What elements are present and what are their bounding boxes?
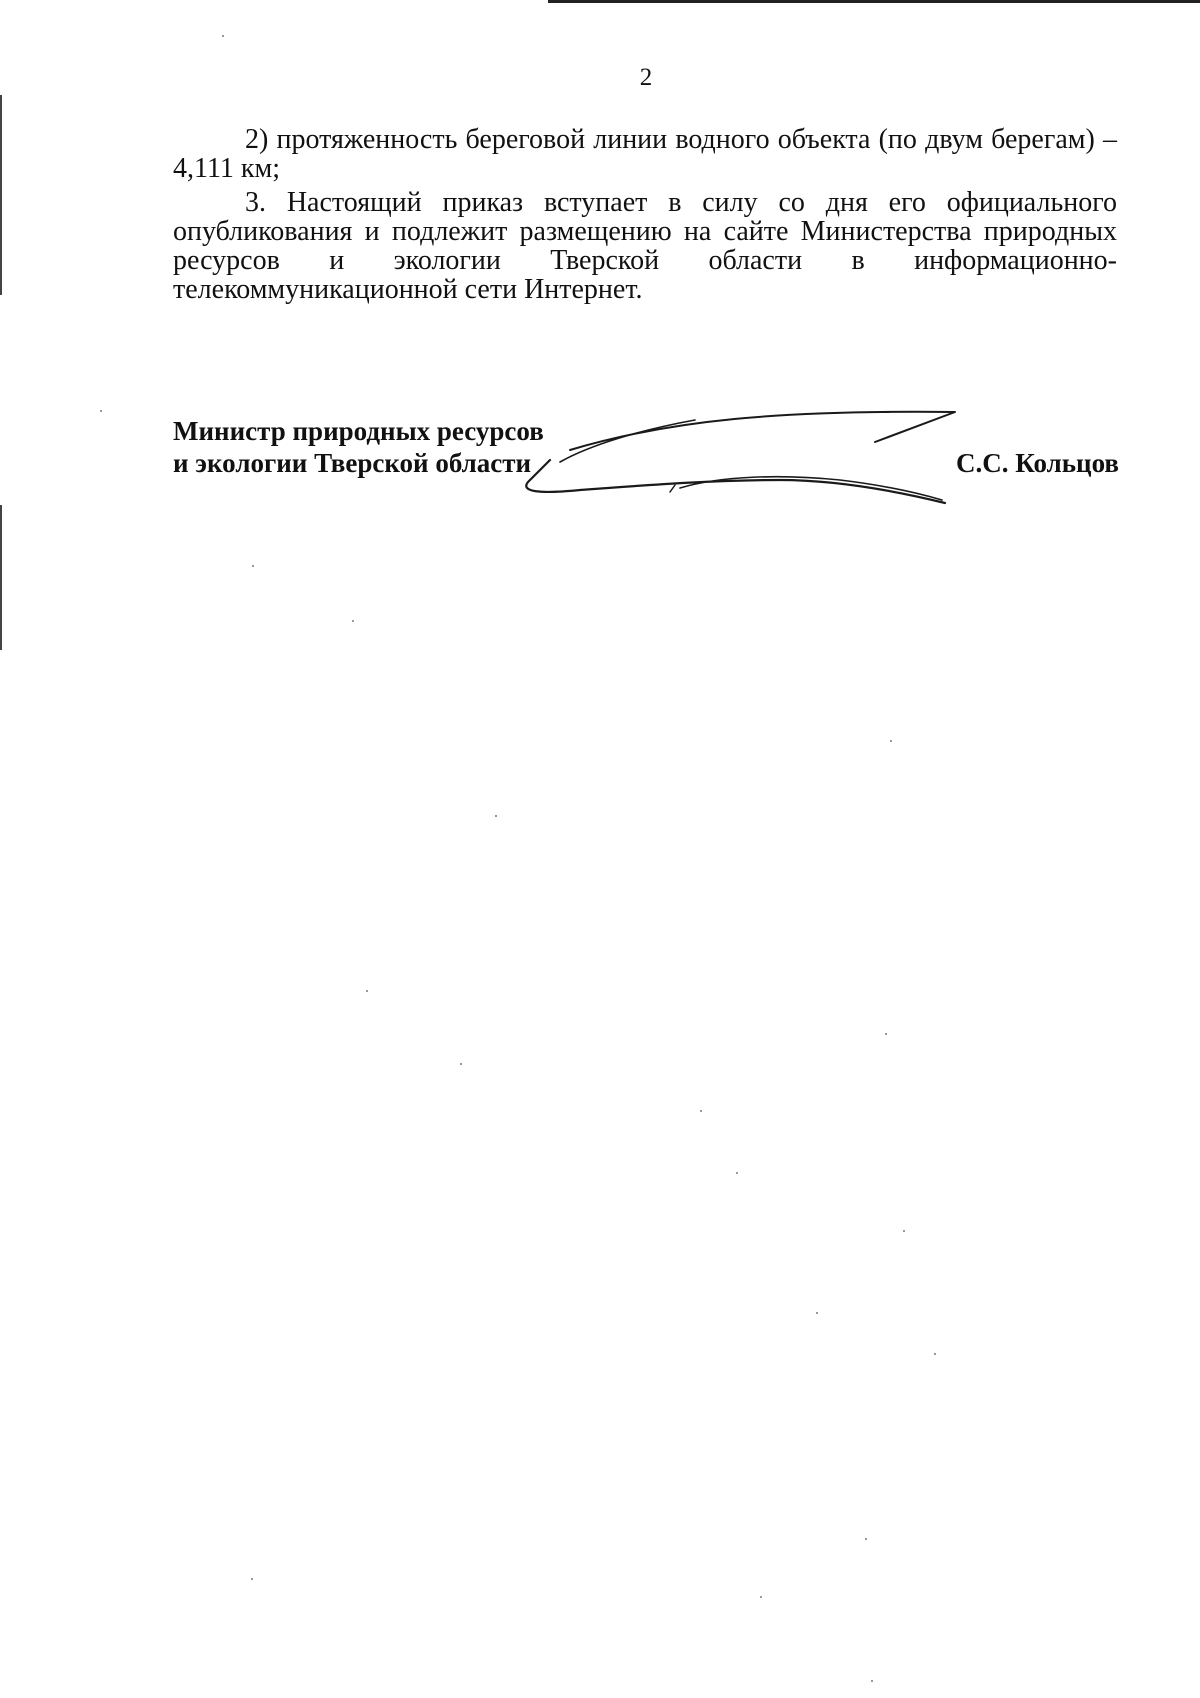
signatory-name: С.С. Кольцов [955, 448, 1119, 478]
scan-speck [251, 1578, 253, 1580]
scan-speck [736, 1172, 738, 1174]
scan-speck [760, 1596, 762, 1598]
scan-speck [934, 1353, 936, 1355]
scan-speck [222, 35, 224, 37]
scan-speck [890, 740, 892, 742]
scan-speck [871, 1680, 873, 1682]
scan-speck [366, 990, 368, 992]
scan-edge-left [0, 95, 2, 295]
paragraph: 2) протяженность береговой линии водного объекта (по двум берегам) – 4,111 км; [173, 124, 1117, 184]
scan-edge-left [0, 505, 2, 650]
scan-speck [460, 1063, 462, 1065]
document-body [173, 125, 1117, 304]
scan-speck [700, 1110, 702, 1112]
signatory-title-line: и экологии Тверской области [173, 448, 532, 478]
scan-speck [352, 620, 354, 622]
scan-speck [252, 565, 254, 567]
scan-speck [885, 1033, 887, 1035]
scan-speck [865, 1538, 867, 1540]
scan-speck [100, 410, 102, 412]
scan-speck [903, 1230, 905, 1232]
signatory-title-line: Министр природных ресурсов [173, 416, 544, 446]
paragraph: 3. Настоящий приказ вступает в силу со дня его официального опубликования и подлежит размещению на сайте Министерства природных ресурсов и экологии Тверской области в информационно-телекоммуникационной сети Интернет. [173, 187, 1117, 305]
handwritten-signature [520, 400, 970, 515]
scan-edge-top [548, 0, 1200, 3]
scan-speck [495, 815, 497, 817]
page-number: 2 [639, 64, 653, 91]
scan-speck [816, 1312, 818, 1314]
